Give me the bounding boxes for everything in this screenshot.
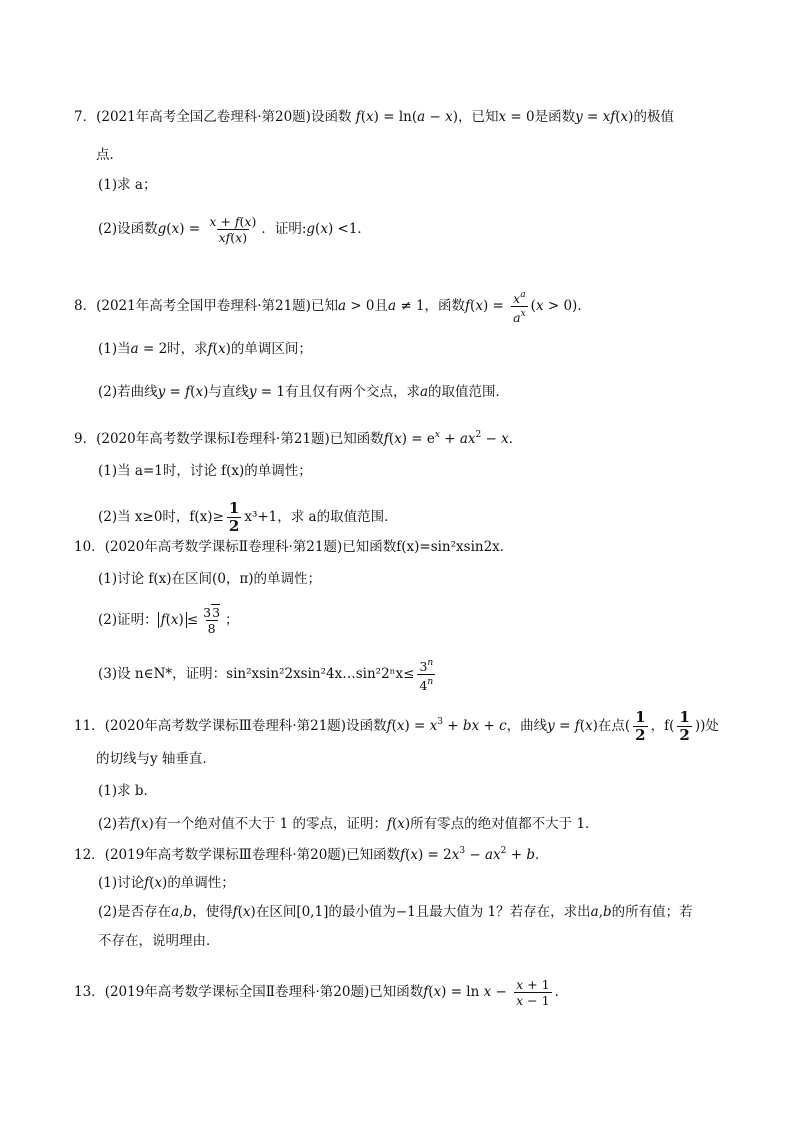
question-7-stem-cont: 点． [96, 147, 123, 163]
question-7-stem: 7．(2021年高考全国乙卷理科·第20题)设函数 f(x) = ln(a − x)，已知x = 0是函数y = xf(x)的极值 [74, 109, 674, 125]
fraction: $\frac{x + 1}{x - 1}$ [516, 977, 550, 1008]
question-9-part-1: (1)当 a=1时，讨论 f(x)的单调性； [98, 463, 312, 479]
question-10-part-2: (2)证明： f(x) ≤ $\frac{33}{8}$ ； [98, 605, 239, 636]
question-11-stem-cont: 的切线与y 轴垂直． [96, 751, 216, 767]
fraction-one-half: $\frac{1}{2}$ [635, 708, 646, 744]
question-12-part-2-cont: 不存在，说明理由． [98, 933, 220, 949]
question-8-part-2: (2)若曲线y = f(x)与直线y = 1有且仅有两个交点，求a的取值范围． [98, 384, 510, 400]
fraction-one-half: $\frac{1}{2}$ [228, 499, 240, 535]
question-12-part-1: (1)讨论f(x)的单调性； [98, 875, 235, 891]
question-11-part-2: (2)若f(x)有一个绝对值不大于 1 的零点，证明：f(x)所有零点的绝对值都不大于 1． [98, 816, 599, 832]
fraction: $\frac{3^n}{4^n}$ [419, 658, 434, 693]
question-12-part-2: (2)是否存在a,b，使得f(x)在区间[0,1]的最小值为−1且最大值为 1？若存在，求出a,b的所有值；若 [98, 904, 693, 920]
fraction: $\frac{x^a}{a^x}$ [513, 290, 526, 325]
question-7-part-1: (1)求 a； [98, 177, 157, 193]
question-12-stem: 12．(2019年高考数学课标Ⅲ卷理科·第20题)已知函数$f(x) = 2x^3 - ax^2 + b$． [74, 846, 549, 863]
question-10-part-3: (3)设 n∈N*，证明：sin²xsin²2xsin²4x…sin²2ⁿx≤ $\frac{3^n}{4^n}$ [98, 658, 434, 693]
question-9-part-2: (2)当 x≥0时，f(x)≥ $\frac{1}{2}$ x³+1，求 a的取值范围． [98, 499, 398, 535]
question-8-stem: 8．(2021年高考全国甲卷理科·第21题)已知a > 0且a ≠ 1，函数f(x) = $\frac{x^a}{a^x}$ (x > 0)． [74, 290, 591, 325]
question-11-stem: 11．(2020年高考数学课标Ⅲ卷理科·第21题)设函数$f(x) = x^3$ + bx + c，曲线y = f(x)在点( $\frac{1}{2}$ ，f( $\frac{1}{2}$ ))处 [74, 708, 719, 744]
fraction-one-half: $\frac{1}{2}$ [679, 708, 690, 744]
fraction: $\frac{x + f(x)}{xf(x)}$ [209, 214, 257, 245]
question-9-stem: 9．(2020年高考数学课标Ⅰ卷理科·第21题)已知函数$f(x) = e^x + ax^2 - x$． [74, 430, 523, 447]
fraction: $\frac{33}{8}$ [203, 605, 221, 636]
question-10-stem: 10．(2020年高考数学课标Ⅱ卷理科·第21题)已知函数f(x)=sin²xsin2x． [74, 539, 514, 555]
question-8-part-1: (1)当a = 2时，求f(x)的单调区间； [98, 341, 312, 357]
question-11-part-1: (1)求 b． [98, 783, 158, 799]
question-10-part-1: (1)讨论 f(x)在区间(0，π)的单调性； [98, 571, 322, 587]
question-13-stem: 13．(2019年高考数学课标全国Ⅱ卷理科·第20题)已知函数f(x) = ln x − $\frac{x + 1}{x - 1}$ ． [74, 977, 569, 1008]
question-7-part-2: (2)设函数g(x) = $\frac{x + f(x)}{xf(x)}$ ．证明:g(x) <1． [98, 214, 371, 245]
